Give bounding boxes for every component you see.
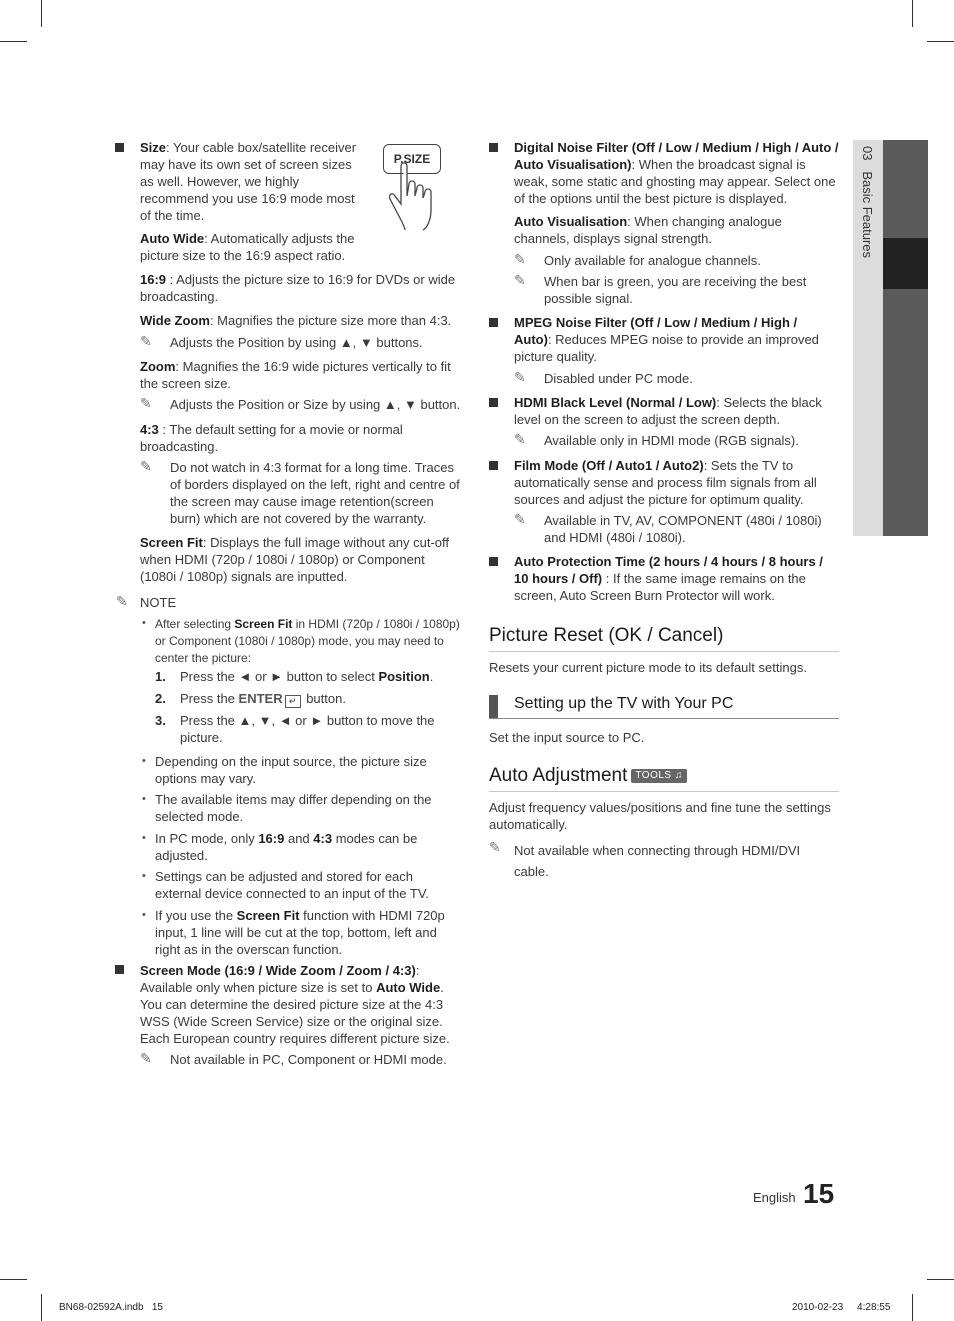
psize-button: P.SIZE: [383, 144, 441, 174]
av-note-2: When bar is green, you are receiving the best possible signal.: [544, 274, 807, 306]
pencil-note-icon: ✎: [514, 369, 526, 385]
pencil-note-icon: ✎: [140, 395, 152, 411]
step-1-number: 1.: [155, 669, 166, 684]
step2-text-a: Press the: [180, 691, 239, 706]
auto-visualisation-paragraph: [514, 213, 839, 247]
auto-adjustment-heading: [489, 767, 687, 784]
bullet: [115, 965, 124, 974]
screen-fit-text: : Displays the full image without any cut-off when HDMI (720p / 1080i / 1080p) or Component (1080i / 1080p) signals are inputted.: [140, 535, 450, 584]
bullet: [115, 143, 124, 152]
note4-text-e: modes can be adjusted.: [155, 831, 418, 863]
auto-adjustment-note: Not available when connecting through HDMI/DVI cable.: [514, 843, 801, 879]
screen-fit-label: Screen Fit: [140, 535, 203, 550]
bullet: [489, 318, 498, 327]
ratio-169-paragraph: [140, 271, 465, 305]
pencil-note-icon: ✎: [489, 839, 501, 855]
screen-mode-paragraph: [140, 962, 450, 1047]
tools-badge-text: TOOLS: [635, 770, 672, 781]
size-label: Size: [140, 140, 167, 155]
step1-text-c: .: [429, 669, 434, 684]
av-text: : When changing analogue channels, displays signal strength.: [514, 214, 782, 246]
note-item-1: [155, 616, 467, 667]
note-item-2: Depending on the input source, the picture size options may vary.: [155, 754, 427, 786]
setup-pc-text: Set the input source to PC.: [489, 730, 645, 745]
auto-adjustment-title: Auto Adjustment: [489, 765, 628, 786]
wide-zoom-text: : Magnifies the picture size more than 4:3.: [209, 313, 452, 328]
section-bar: [489, 695, 498, 718]
note4-text-d: 4:3: [313, 831, 333, 846]
bullet: [489, 398, 498, 407]
pencil-note-icon: ✎: [514, 431, 526, 447]
film-note: Available in TV, AV, COMPONENT (480i / 1080i) and HDMI (480i / 1080i).: [544, 513, 822, 545]
note1-text-c: in HDMI (720p / 1080i / 1080p) or Component (1080i / 1080p) mode, you may need to center the picture:: [155, 617, 460, 665]
wide-zoom-note: Adjusts the Position by using ▲, ▼ buttons.: [170, 335, 423, 350]
ratio-43-paragraph: [140, 421, 420, 455]
auto-wide-paragraph: [140, 230, 365, 264]
hdmi-label: HDMI Black Level (Normal / Low): [514, 395, 717, 410]
film-text: : Sets the TV to automatically sense and process film signals from all sources and adjust the picture for optimum quality.: [514, 458, 817, 507]
footer-language: English: [753, 1190, 796, 1205]
zoom-note: Adjusts the Position or Size by using ▲, ▼ button.: [170, 397, 461, 412]
setup-pc-heading: Setting up the TV with Your PC: [514, 695, 734, 712]
crop-mark: [0, 41, 27, 42]
mpeg-note: Disabled under PC mode.: [544, 371, 693, 386]
auto-wide-text: : Automatically adjusts the picture size to the 16:9 aspect ratio.: [140, 231, 355, 263]
pencil-note-icon: ✎: [140, 333, 152, 349]
note-item-3: The available items may differ depending on the selected mode.: [155, 792, 432, 824]
note4-text-b: 16:9: [258, 831, 285, 846]
screen-mode-text-a: : Available only when picture size is set to: [140, 963, 420, 995]
footer-file-info: BN68-02592A.indb 15: [59, 1302, 163, 1313]
tools-badge: [631, 769, 687, 783]
bullet: [489, 143, 498, 152]
crop-mark: [927, 1279, 954, 1280]
dot-bullet: •: [142, 832, 146, 844]
zoom-paragraph: [140, 358, 460, 392]
pencil-note-icon: ✎: [514, 251, 526, 267]
chapter-number: 03: [860, 146, 875, 161]
enter-icon: ↵: [285, 695, 301, 708]
divider: [489, 651, 839, 652]
note6-text-c: function with HDMI 720p input, 1 line will be cut at the top, bottom, left and right as in the overscan function.: [155, 908, 445, 957]
pointing-hand-icon: [383, 144, 445, 234]
crop-mark: [0, 1279, 27, 1280]
screen-mode-note: Not available in PC, Component or HDMI mode.: [170, 1052, 447, 1067]
step-1: [180, 668, 465, 685]
ratio-43-text: : The default setting for a movie or normal broadcasting.: [140, 422, 403, 454]
note-heading: NOTE: [140, 595, 177, 610]
pencil-note-icon: ✎: [140, 458, 152, 474]
ratio-169-label: 16:9: [140, 272, 167, 287]
step-3-number: 3.: [155, 713, 166, 728]
crop-mark: [41, 0, 42, 27]
size-paragraph: [140, 139, 360, 224]
dnf-text: : When the broadcast signal is weak, some static and ghosting may appear. Select one of the options until the best picture is displayed.: [514, 157, 836, 206]
auto-wide-label: Auto Wide: [140, 231, 205, 246]
crop-mark: [41, 1294, 42, 1321]
size-text: : Your cable box/satellite receiver may have its own set of screen sizes as well. However, we highly recommend you use 16:9 mode most of the time.: [140, 140, 357, 223]
divider: [489, 718, 839, 719]
crop-mark: [912, 1294, 913, 1321]
ratio-169-text: : Adjusts the picture size to 16:9 for DVDs or wide broadcasting.: [140, 272, 456, 304]
wide-zoom-paragraph: [140, 312, 465, 329]
mpeg-label: MPEG Noise Filter (Off / Low / Medium / High / Auto): [514, 315, 798, 347]
ratio-43-label: 4:3: [140, 422, 159, 437]
screen-mode-text-b: Auto Wide: [376, 980, 441, 995]
dot-bullet: •: [142, 870, 146, 882]
auto-adjustment-text: Adjust frequency values/positions and fine tune the settings automatically.: [489, 800, 831, 832]
dnf-paragraph: [514, 139, 839, 207]
hdmi-paragraph: [514, 394, 834, 428]
note4-text-a: In PC mode, only: [155, 831, 259, 846]
side-tab-dark: [883, 140, 928, 536]
mpeg-text: : Reduces MPEG noise to provide an improved picture quality.: [514, 332, 819, 364]
pencil-note-icon: ✎: [514, 272, 526, 288]
note1-text-b: Screen Fit: [234, 617, 293, 631]
dot-bullet: •: [142, 909, 146, 921]
step-2-number: 2.: [155, 691, 166, 706]
note-item-4: [155, 830, 435, 864]
divider: [489, 791, 839, 792]
bullet: [489, 557, 498, 566]
zoom-label: Zoom: [140, 359, 176, 374]
zoom-text: : Magnifies the 16:9 wide pictures vertically to fit the screen size.: [140, 359, 451, 391]
dot-bullet: •: [142, 793, 146, 805]
note6-text-a: If you use the: [155, 908, 237, 923]
tools-icon: ♫: [674, 770, 683, 781]
step2-text-c: button.: [302, 691, 346, 706]
chapter-title: Basic Features: [860, 171, 875, 259]
pencil-note-icon: ✎: [514, 511, 526, 527]
note6-text-b: Screen Fit: [236, 908, 300, 923]
pencil-note-icon: ✎: [140, 1050, 152, 1066]
apt-label: Auto Protection Time (2 hours / 4 hours / 8 hours / 10 hours / Off): [514, 554, 823, 586]
hdmi-text: : Selects the black level on the screen to adjust the screen depth.: [514, 395, 822, 427]
picture-reset-heading: Picture Reset (OK / Cancel): [489, 625, 724, 646]
auto-protection-paragraph: [514, 553, 834, 604]
hdmi-note: Available only in HDMI mode (RGB signals).: [544, 433, 799, 448]
step1-text-b: Position: [378, 669, 430, 684]
side-tab-active: [883, 238, 928, 289]
note-item-5: Settings can be adjusted and stored for each external device connected to an input of the TV.: [155, 869, 429, 901]
screen-fit-paragraph: [140, 534, 455, 585]
crop-mark: [912, 0, 913, 27]
note1-text-a: After selecting: [155, 617, 235, 631]
step1-text-a: Press the ◄ or ► button to select: [180, 669, 379, 684]
step2-text-b: ENTER: [238, 691, 283, 706]
picture-reset-text: Resets your current picture mode to its default settings.: [489, 660, 807, 675]
side-tab-label: [859, 146, 876, 258]
film-label: Film Mode (Off / Auto1 / Auto2): [514, 458, 704, 473]
dot-bullet: •: [142, 617, 146, 629]
mpeg-paragraph: [514, 314, 824, 365]
step-3: Press the ▲, ▼, ◄ or ► button to move the picture.: [180, 713, 435, 745]
bullet: [489, 461, 498, 470]
step-2: [180, 690, 465, 708]
av-note-1: Only available for analogue channels.: [544, 253, 761, 268]
film-mode-paragraph: [514, 457, 824, 508]
screen-mode-text-c: . You can determine the desired picture size at the 4:3 WSS (Wide Screen Service) size or the original size. Each European country requires different picture size.: [140, 980, 450, 1046]
apt-text: : If the same image remains on the screen, Auto Screen Burn Protector will work.: [514, 571, 806, 603]
av-label: Auto Visualisation: [514, 214, 628, 229]
dot-bullet: •: [142, 755, 146, 767]
ratio-43-note: Do not watch in 4:3 format for a long time. Traces of borders displayed on the left, right and centre of the screen may cause image retention(screen burn) which are not covered by the warranty.: [170, 460, 460, 526]
dnf-label: Digital Noise Filter (Off / Low / Medium / High / Auto / Auto Visualisation): [514, 140, 839, 172]
page-number: 15: [803, 1178, 835, 1209]
wide-zoom-label: Wide Zoom: [140, 313, 210, 328]
psize-remote-illustration: [383, 144, 445, 234]
note4-text-c: and: [284, 831, 314, 846]
note-item-6: [155, 907, 455, 958]
pencil-note-icon: ✎: [116, 593, 128, 609]
screen-mode-label: Screen Mode (16:9 / Wide Zoom / Zoom / 4:3): [140, 963, 416, 978]
crop-mark: [927, 41, 954, 42]
footer-timestamp: 2010-02-23 4:28:55: [792, 1302, 891, 1313]
